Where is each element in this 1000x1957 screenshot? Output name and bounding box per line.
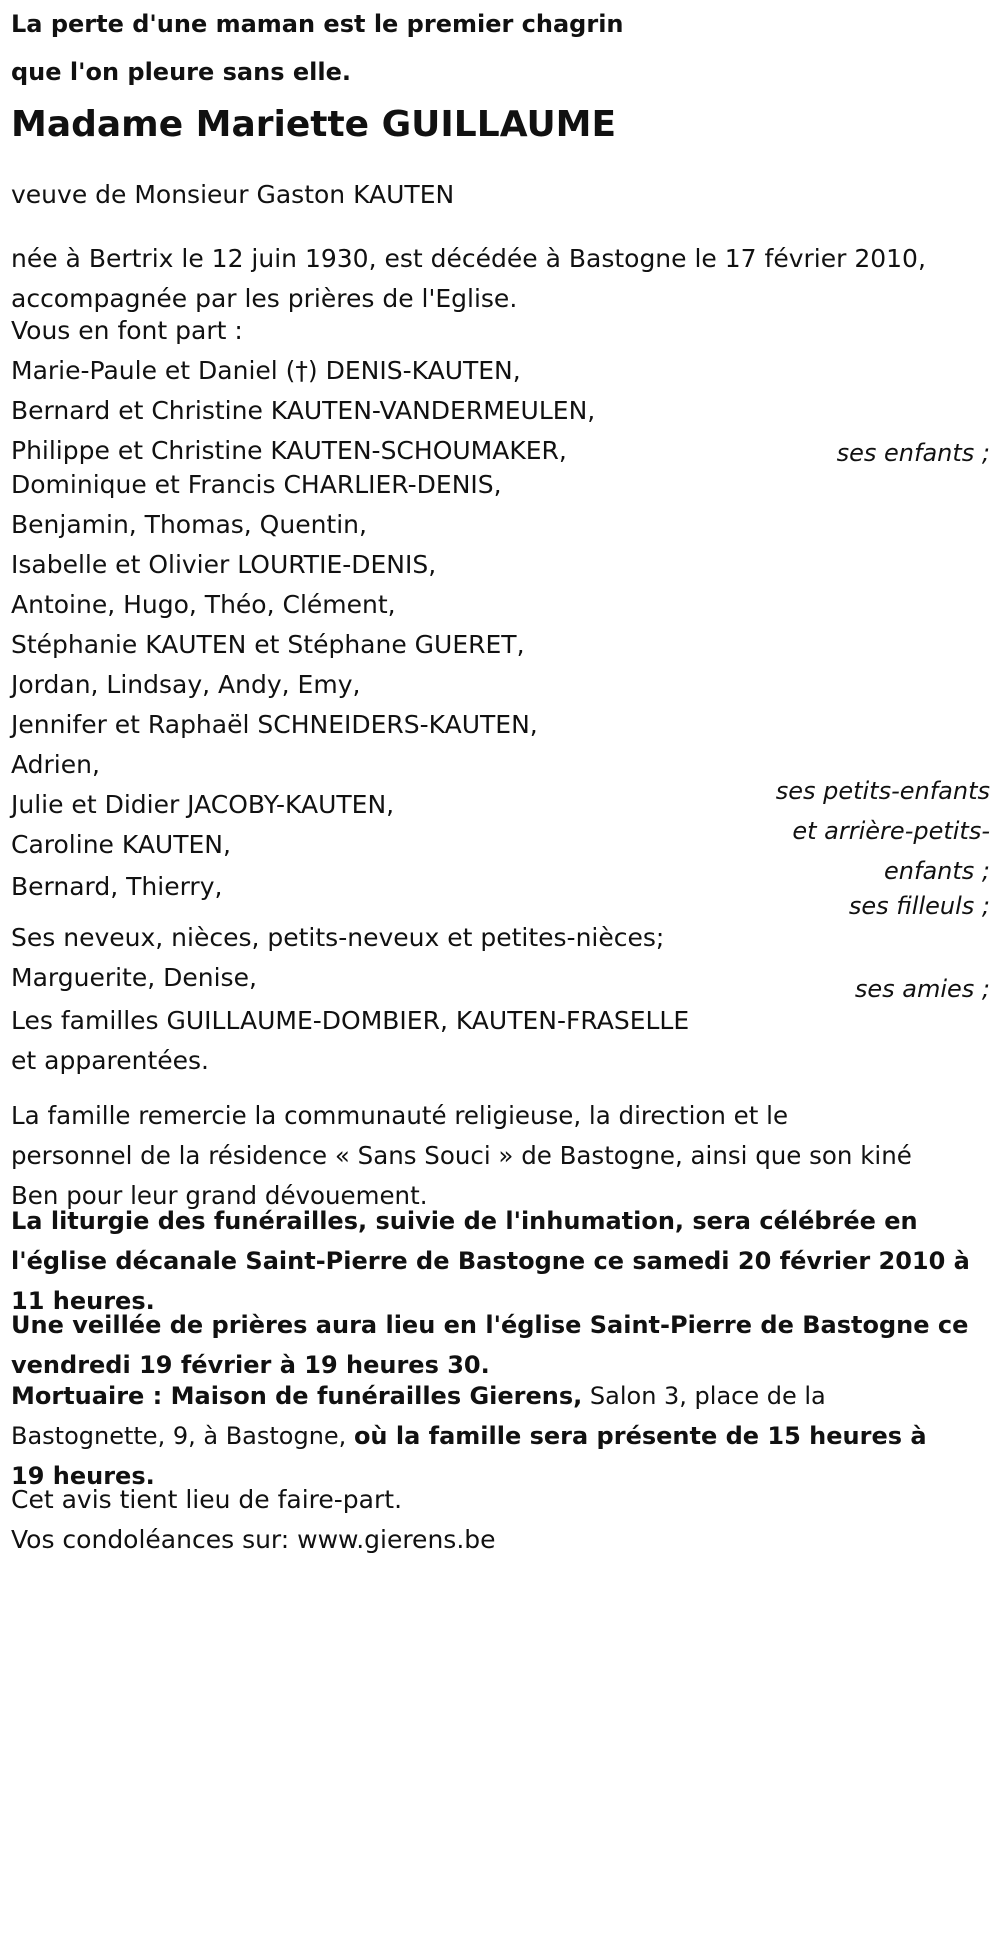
liturgy-paragraph [11, 1201, 996, 1321]
list-item: Caroline KAUTEN, [11, 830, 231, 859]
epigraph [11, 0, 996, 96]
mortuary-paragraph [11, 1376, 996, 1496]
liturgy-line: La liturgie des funérailles, suivie de l'inhumation, sera célébrée en [11, 1207, 918, 1235]
vigil-line: Une veillée de prières aura lieu en l'église Saint-Pierre de Bastogne ce [11, 1311, 969, 1339]
list-item: Marguerite, Denise, [11, 963, 257, 992]
list-item: Julie et Didier JACOBY-KAUTEN, [11, 790, 395, 819]
list-item: Jordan, Lindsay, Andy, Emy, [11, 670, 361, 699]
condolences-line: Vos condoléances sur: www.gierens.be [11, 1525, 496, 1554]
deceased-name: Madame Mariette GUILLAUME [11, 104, 617, 145]
mortuary-line [11, 1376, 996, 1416]
list-item: Jennifer et Raphaël SCHNEIDERS-KAUTEN, [11, 710, 538, 739]
mortuary-presence: où la famille sera présente de 15 heures à [353, 1422, 927, 1450]
liturgy-line: 11 heures. [11, 1287, 155, 1315]
mortuary-place: Mortuaire : Maison de funérailles Gierens, [11, 1382, 583, 1410]
epigraph-line: La perte d'une maman est le premier chagrin [11, 10, 624, 38]
families-line: et apparentées. [11, 1046, 209, 1075]
role-line: et arrière-petits- [792, 817, 990, 845]
list-item: Dominique et Francis CHARLIER-DENIS, [11, 470, 502, 499]
mortuary-presence: 19 heures. [11, 1462, 155, 1490]
thanks-line: Ben pour leur grand dévouement. [11, 1181, 428, 1210]
families-line: Les familles GUILLAUME-DOMBIER, KAUTEN-FRASELLE [11, 1006, 690, 1035]
notice-line: Cet avis tient lieu de faire-part. [11, 1485, 403, 1514]
role-line: enfants ; [884, 857, 990, 885]
mortuary-address: Salon 3, place de la [582, 1382, 826, 1410]
godchildren-line: Bernard, Thierry, [11, 872, 223, 901]
epigraph-line: que l'on pleure sans elle. [11, 58, 351, 86]
mortuary-line [11, 1416, 996, 1456]
list-item: Philippe et Christine KAUTEN-SCHOUMAKER, [11, 436, 567, 465]
birth-death-line: accompagnée par les prières de l'Eglise. [11, 284, 518, 313]
list-item: Bernard et Christine KAUTEN-VANDERMEULEN, [11, 396, 596, 425]
announce-line: Vous en font part : [11, 316, 243, 345]
friends-role: ses amies ; [854, 975, 990, 1003]
thanks-line: La famille remercie la communauté religieuse, la direction et le [11, 1101, 789, 1130]
list-item: Isabelle et Olivier LOURTIE-DENIS, [11, 550, 437, 579]
list-item: Marie-Paule et Daniel (†) DENIS-KAUTEN, [11, 356, 521, 385]
thanks-line: personnel de la résidence « Sans Souci » de Bastogne, ainsi que son kiné [11, 1141, 912, 1170]
mortuary-address: Bastognette, 9, à Bastogne, [11, 1422, 354, 1450]
birth-death [11, 239, 996, 319]
families [11, 1001, 996, 1081]
relatives-list [11, 918, 996, 998]
role-line: ses petits-enfants [775, 777, 990, 805]
widow-line: veuve de Monsieur Gaston KAUTEN [11, 180, 455, 209]
liturgy-line: l'église décanale Saint-Pierre de Bastogne ce samedi 20 février 2010 à [11, 1247, 970, 1275]
list-item: Benjamin, Thomas, Quentin, [11, 510, 367, 539]
vigil-line: vendredi 19 février à 19 heures 30. [11, 1351, 490, 1379]
children-role: ses enfants ; [836, 439, 990, 467]
thanks-paragraph [11, 1096, 996, 1216]
list-item: Stéphanie KAUTEN et Stéphane GUERET, [11, 630, 525, 659]
birth-death-line: née à Bertrix le 12 juin 1930, est décédée à Bastogne le 17 février 2010, [11, 244, 926, 273]
godchildren-role: ses filleuls ; [848, 892, 990, 920]
list-item: Antoine, Hugo, Théo, Clément, [11, 590, 396, 619]
list-item: Ses neveux, nièces, petits-neveux et petites-nièces; [11, 923, 665, 952]
list-item: Adrien, [11, 750, 100, 779]
vigil-paragraph [11, 1305, 996, 1385]
